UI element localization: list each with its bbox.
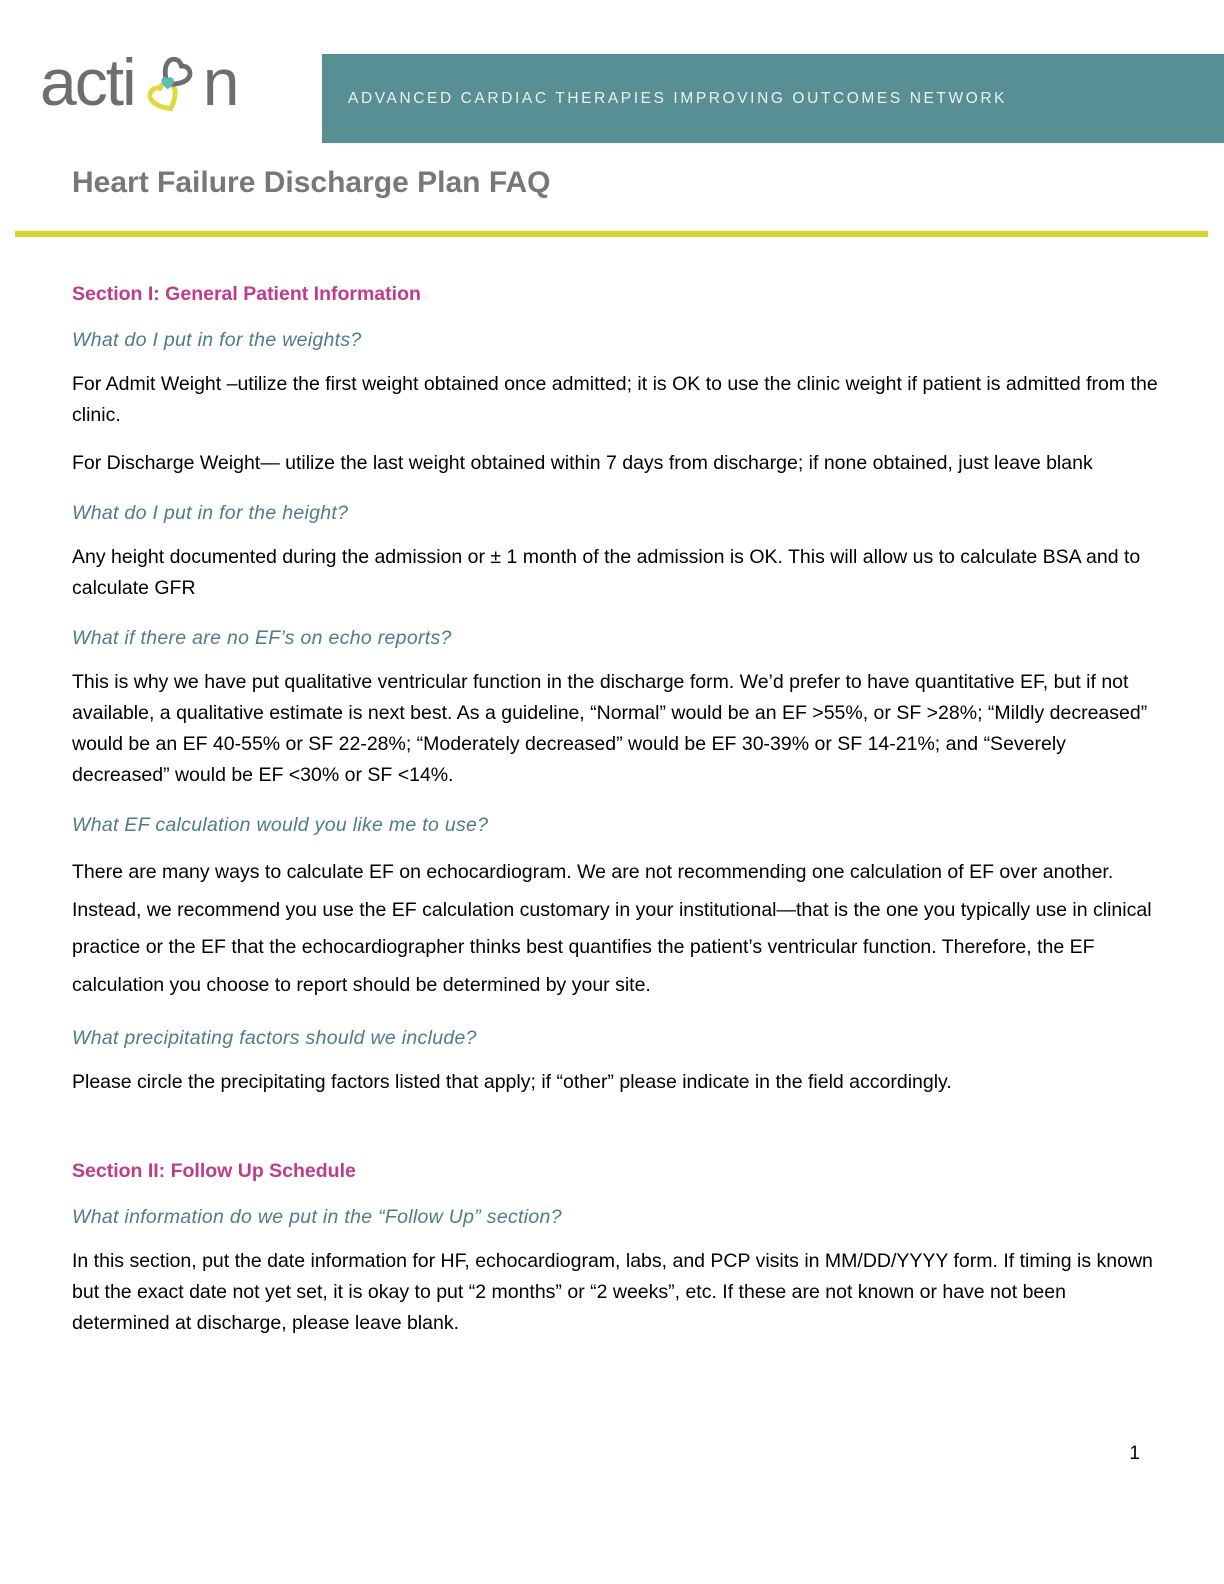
document-body: [72, 237, 1160, 1339]
faq-question: What information do we put in the “Follow Up” section?: [72, 1206, 562, 1228]
faq-answer: There are many ways to calculate EF on echocardiogram. We are not recommending one calculation of EF over another. Instead, we recommend you use the EF calculation customary in your institutional—that is the one you typically use in clinical practice or the EF that the echocardiographer thinks best quantifies the patient’s ventricular function. Therefore, the EF calculation you choose to report should be determined by your site.: [72, 861, 1152, 996]
action-logo: [40, 40, 237, 124]
faq-answer: In this section, put the date information for HF, echocardiogram, labs, and PCP visits in MM/DD/YYYY form. If timing is known but the exact date not yet set, it is okay to put “2 months” or “2 weeks”, etc. If these are not known or have not been determined at discharge, please leave blank.: [72, 1250, 1153, 1334]
faq-question: What if there are no EF’s on echo reports?: [72, 627, 452, 649]
page-number: 1: [1129, 1443, 1140, 1464]
page-title: Heart Failure Discharge Plan FAQ: [72, 166, 551, 199]
faq-answer: For Discharge Weight— utilize the last weight obtained within 7 days from discharge; if none obtained, just leave blank: [72, 452, 1093, 474]
faq-answer: Please circle the precipitating factors listed that apply; if “other” please indicate in the field accordingly.: [72, 1071, 952, 1093]
section-heading-2: Section II: Follow Up Schedule: [72, 1160, 356, 1182]
faq-answer: This is why we have put qualitative ventricular function in the discharge form. We’d prefer to have quantitative EF, but if not available, a qualitative estimate is next best. As a guideline, “Normal” would be an EF >55%, or SF >28%; “Mildly decreased” would be an EF 40-55% or SF 22-28%; “Moderately decreased” would be EF 30-39% or SF 14-21%; and “Severely decreased” would be EF <30% or SF <14%.: [72, 671, 1148, 786]
faq-question: What precipitating factors should we include?: [72, 1027, 477, 1049]
logo-hearts-icon: [131, 48, 209, 132]
logo-text-prefix: acti: [40, 45, 135, 119]
faq-answer: Any height documented during the admission or ± 1 month of the admission is OK. This will allow us to calculate BSA and to calculate GFR: [72, 546, 1141, 599]
faq-question: What do I put in for the height?: [72, 502, 349, 524]
banner-text: ADVANCED CARDIAC THERAPIES IMPROVING OUTCOMES NETWORK: [348, 89, 1008, 107]
faq-question: What do I put in for the weights?: [72, 329, 362, 351]
faq-answer: For Admit Weight –utilize the first weight obtained once admitted; it is OK to use the clinic weight if patient is admitted from the clinic.: [72, 373, 1158, 426]
section-heading-1: Section I: General Patient Information: [72, 283, 421, 305]
logo-text-suffix: n: [202, 45, 238, 119]
faq-question: What EF calculation would you like me to use?: [72, 814, 489, 836]
header-banner: [322, 54, 1224, 143]
